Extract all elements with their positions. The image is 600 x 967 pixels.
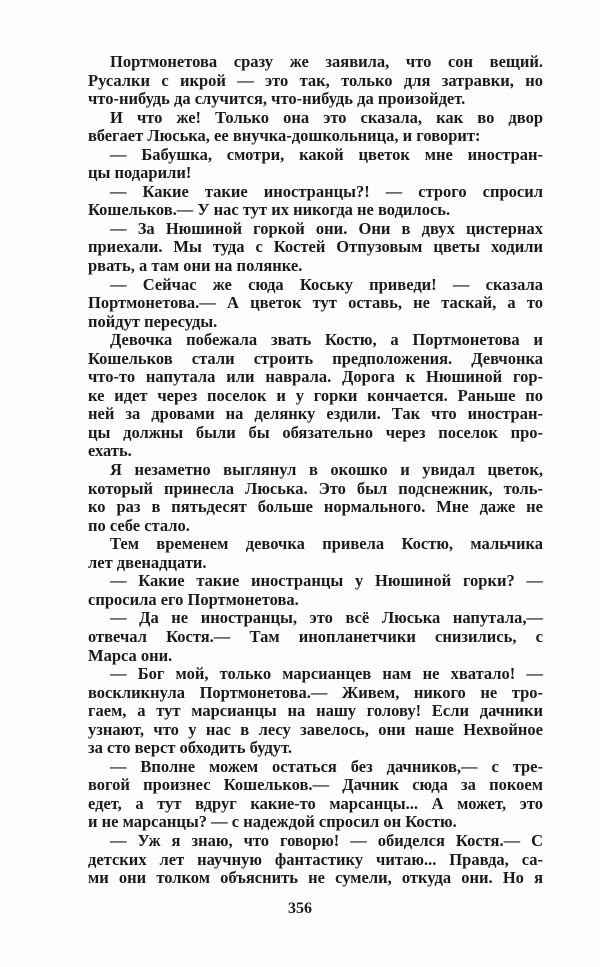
text-line: гаем, а тут марсианцы на нашу голову! Если дачники <box>88 701 543 721</box>
paragraph <box>88 220 543 276</box>
paragraph <box>88 276 543 332</box>
text-line: и не марсанцы? — с надеждой спросил он Костю. <box>88 812 457 832</box>
text-line: ми они толком объяснить не сумели, откуда они. Но я <box>88 868 543 888</box>
text-line: воскликнула Портмонетова.— Живем, никого не тро- <box>88 682 543 702</box>
text-line: Портмонетова сразу же заявила, что сон вещий. <box>110 52 543 71</box>
text-line: — Сейчас же сюда Коську приведи! — сказала <box>110 274 543 294</box>
paragraph <box>88 109 543 146</box>
text-line: цы подарили! <box>88 163 192 183</box>
paragraph <box>88 665 543 758</box>
text-line: вбегает Люська, ее внучка-дошкольница, и говорит: <box>88 126 481 146</box>
text-line: — Бабушка, смотри, какой цветок мне иностран- <box>110 144 543 164</box>
page-number: 356 <box>288 900 312 917</box>
text-line: за сто верст обходить будут. <box>88 738 293 758</box>
text-line: который принесла Люська. Это был подснежник, толь- <box>88 478 543 498</box>
text-line: — Вполне можем остаться без дачников,— с тре- <box>110 756 543 776</box>
paragraph <box>88 572 543 609</box>
paragraph <box>88 535 543 572</box>
paragraph <box>88 53 543 109</box>
text-line: что-нибудь да случится, что-нибудь да произойдет. <box>88 89 466 109</box>
text-line: ко раз в пятьдесят больше нормального. Мне даже не <box>88 497 543 517</box>
text-line: — За Нюшиной горкой они. Они в двух цистернах <box>110 218 543 238</box>
text-line: — Уж я знаю, что говорю! — обиделся Костя.— С <box>110 830 543 850</box>
text-line: Девочка побежала звать Костю, а Портмонетова и <box>110 330 543 350</box>
paragraph <box>88 331 543 461</box>
text-line: Русалки с икрой — это так, только для затравки, но <box>88 70 543 90</box>
text-line: лет двенадцати. <box>88 552 207 572</box>
text-line: И что же! Только она это сказала, как во двор <box>110 107 543 127</box>
paragraph <box>88 183 543 220</box>
text-line: Портмонетова.— А цветок тут оставь, не таскай, а то <box>88 293 543 313</box>
text-line: детских лет научную фантастику читаю... Правда, са- <box>88 849 543 869</box>
text-line: — Да не иностранцы, это всё Люська напутала,— <box>110 608 543 628</box>
text-line: — Какие такие иностранцы?! — строго спросил <box>110 181 543 201</box>
text-line: узнают, что у нас в лесу завелось, они наше Нехвойное <box>88 719 543 739</box>
text-line: едет, а тут вдруг какие-то марсанцы... А может, это <box>88 793 543 813</box>
paragraph <box>88 609 543 665</box>
text-line: — Какие такие иностранцы у Нюшиной горки? — <box>110 571 543 591</box>
text-line: Марса они. <box>88 645 173 665</box>
text-line: — Бог мой, только марсианцев нам не хватало! — <box>110 664 543 684</box>
text-line: по себе стало. <box>88 515 190 535</box>
text-line: Я незаметно выглянул в окошко и увидал цветок, <box>110 460 543 480</box>
text-line: пойдут пересуды. <box>88 311 218 331</box>
paragraph <box>88 758 543 832</box>
paragraph <box>88 146 543 183</box>
text-line: вогой произнес Кошельков.— Дачник сюда за покоем <box>88 775 543 795</box>
text-line: рвать, а там они на полянке. <box>88 256 303 276</box>
body-text <box>88 53 543 888</box>
paragraph <box>88 461 543 535</box>
text-line: ехать. <box>88 441 132 461</box>
text-line: цы должны были бы обязательно через поселок про- <box>88 422 543 442</box>
text-line: приехали. Мы туда с Костей Отпузовым цветы ходили <box>88 237 543 257</box>
text-line: Кошельков стали строить предположения. Девчонка <box>88 348 543 368</box>
text-line: ке идет через поселок и у горки кончается. Раньше по <box>88 385 543 405</box>
text-line: спросила его Портмонетова. <box>88 589 299 609</box>
text-line: отвечал Костя.— Там инопланетчики снизились, с <box>88 626 543 646</box>
text-line: Кошельков.— У нас тут их никогда не водилось. <box>88 200 451 220</box>
paragraph <box>88 832 543 888</box>
text-line: что-то напутала или наврала. Дорога к Нюшиной гор- <box>88 367 543 387</box>
text-line: ней за дровами на делянку ездили. Так что иностран- <box>88 404 543 424</box>
text-line: Тем временем девочка привела Костю, мальчика <box>110 534 543 554</box>
